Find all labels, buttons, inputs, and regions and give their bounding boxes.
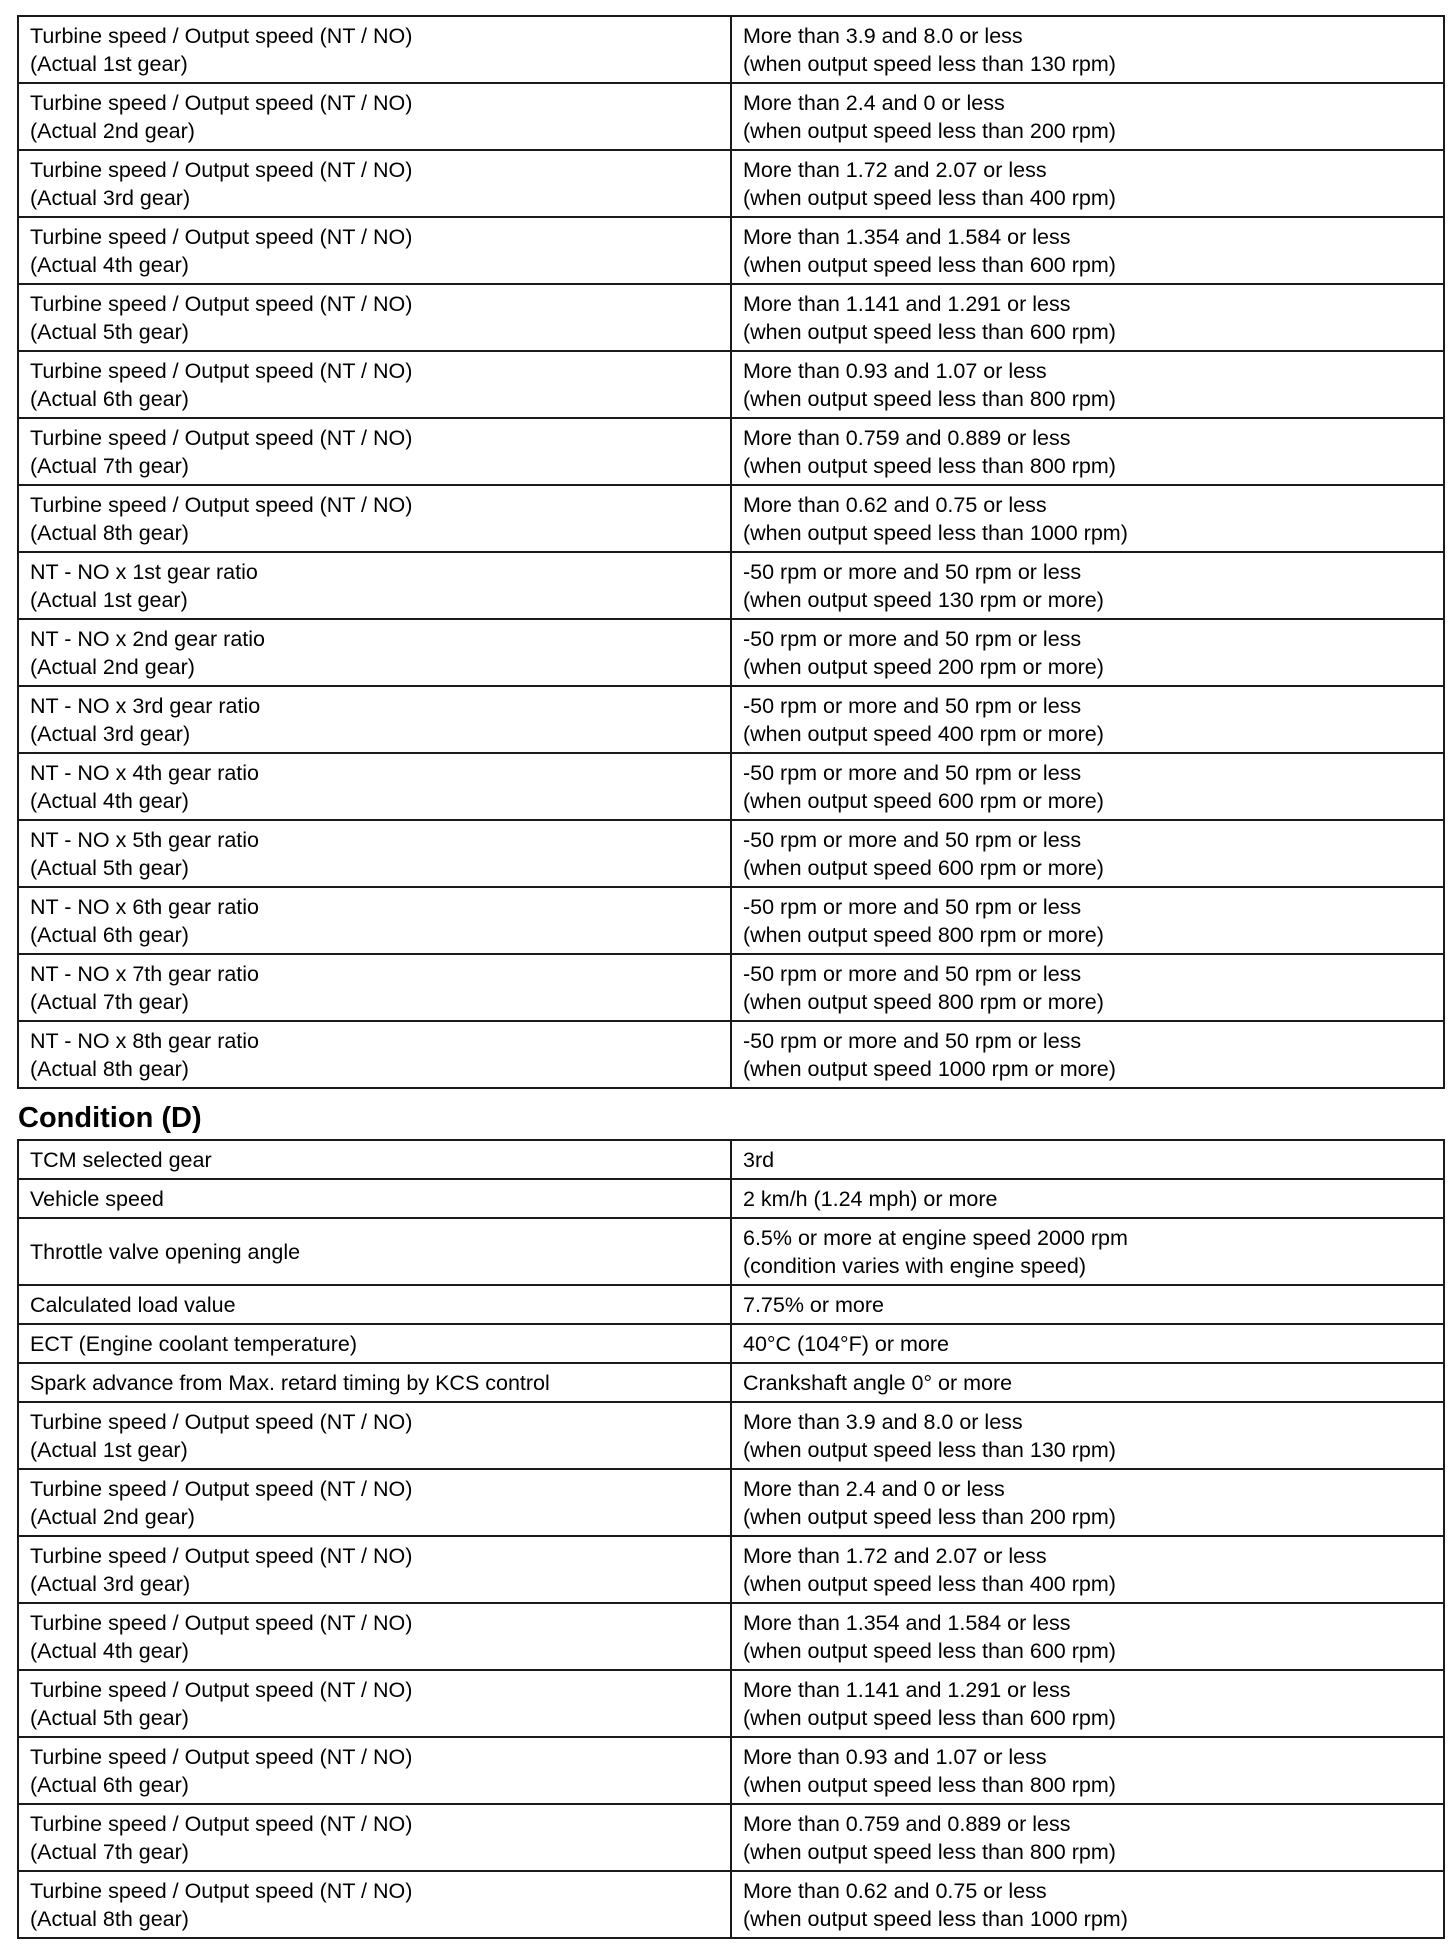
condition-item-cell xyxy=(18,16,731,83)
condition-value-cell xyxy=(731,686,1444,753)
condition-item-cell xyxy=(18,1218,731,1285)
condition-value-text: (when output speed less than 800 rpm) xyxy=(743,386,1116,411)
table-row xyxy=(18,1285,1444,1324)
condition-item-cell xyxy=(18,83,731,150)
condition-value-text: More than 0.759 and 0.889 or less xyxy=(743,425,1071,450)
condition-item-text: Vehicle speed xyxy=(30,1186,164,1211)
condition-value-text: More than 0.62 and 0.75 or less xyxy=(743,1878,1047,1903)
condition-item-text: (Actual 4th gear) xyxy=(30,788,189,813)
condition-item-text: Turbine speed / Output speed (NT / NO) xyxy=(30,1476,413,1501)
condition-item-text: NT - NO x 2nd gear ratio xyxy=(30,626,265,651)
table-row xyxy=(18,887,1444,954)
table-row xyxy=(18,217,1444,284)
condition-value-cell xyxy=(731,1140,1444,1179)
condition-value-text: More than 3.9 and 8.0 or less xyxy=(743,1409,1023,1434)
condition-item-cell xyxy=(18,1804,731,1871)
condition-value-cell xyxy=(731,1804,1444,1871)
condition-value-text: (when output speed less than 1000 rpm) xyxy=(743,520,1128,545)
condition-item-text: NT - NO x 3rd gear ratio xyxy=(30,693,261,718)
condition-value-text: -50 rpm or more and 50 rpm or less xyxy=(743,693,1082,718)
condition-value-text: -50 rpm or more and 50 rpm or less xyxy=(743,961,1082,986)
condition-item-text: Turbine speed / Output speed (NT / NO) xyxy=(30,358,413,383)
condition-item-cell xyxy=(18,820,731,887)
condition-value-text: (when output speed less than 400 rpm) xyxy=(743,1571,1116,1596)
condition-item-text: Turbine speed / Output speed (NT / NO) xyxy=(30,1409,413,1434)
condition-item-text: Turbine speed / Output speed (NT / NO) xyxy=(30,1744,413,1769)
condition-value-text: More than 1.141 and 1.291 or less xyxy=(743,1677,1071,1702)
condition-item-cell xyxy=(18,418,731,485)
condition-item-cell xyxy=(18,1603,731,1670)
table-row xyxy=(18,820,1444,887)
condition-value-text: (when output speed less than 800 rpm) xyxy=(743,453,1116,478)
condition-item-text: (Actual 1st gear) xyxy=(30,1437,188,1462)
table-row xyxy=(18,1871,1444,1938)
condition-item-text: (Actual 3rd gear) xyxy=(30,1571,191,1596)
condition-item-text: ECT (Engine coolant temperature) xyxy=(30,1331,358,1356)
condition-value-cell xyxy=(731,284,1444,351)
condition-value-text: (when output speed less than 1000 rpm) xyxy=(743,1906,1128,1931)
condition-item-text: (Actual 2nd gear) xyxy=(30,118,195,143)
condition-item-cell xyxy=(18,753,731,820)
condition-item-text: (Actual 6th gear) xyxy=(30,1772,189,1797)
condition-value-text: More than 1.72 and 2.07 or less xyxy=(743,1543,1047,1568)
condition-item-cell xyxy=(18,1324,731,1363)
table-row xyxy=(18,954,1444,1021)
condition-item-text: (Actual 2nd gear) xyxy=(30,1504,195,1529)
condition-value-cell xyxy=(731,1469,1444,1536)
condition-value-cell xyxy=(731,351,1444,418)
condition-value-text: Crankshaft angle 0° or more xyxy=(743,1370,1013,1395)
condition-value-text: More than 1.141 and 1.291 or less xyxy=(743,291,1071,316)
condition-value-text: (when output speed 200 rpm or more) xyxy=(743,654,1104,679)
condition-item-text: Turbine speed / Output speed (NT / NO) xyxy=(30,1811,413,1836)
condition-item-cell xyxy=(18,1363,731,1402)
condition-item-text: Turbine speed / Output speed (NT / NO) xyxy=(30,291,413,316)
condition-value-cell xyxy=(731,887,1444,954)
table-row xyxy=(18,1670,1444,1737)
condition-value-text: (when output speed 400 rpm or more) xyxy=(743,721,1104,746)
condition-item-text: NT - NO x 4th gear ratio xyxy=(30,760,260,785)
condition-value-text: More than 1.72 and 2.07 or less xyxy=(743,157,1047,182)
condition-item-text: (Actual 1st gear) xyxy=(30,51,188,76)
table-row xyxy=(18,1021,1444,1088)
condition-value-text: (when output speed 130 rpm or more) xyxy=(743,587,1104,612)
condition-value-text: (when output speed 600 rpm or more) xyxy=(743,788,1104,813)
condition-item-text: Turbine speed / Output speed (NT / NO) xyxy=(30,224,413,249)
table-row xyxy=(18,1603,1444,1670)
condition-value-text: -50 rpm or more and 50 rpm or less xyxy=(743,559,1082,584)
table-row xyxy=(18,1536,1444,1603)
condition-value-cell xyxy=(731,16,1444,83)
condition-item-cell xyxy=(18,1871,731,1938)
condition-d-table-body xyxy=(18,1140,1444,1938)
condition-item-cell xyxy=(18,284,731,351)
condition-item-text: (Actual 2nd gear) xyxy=(30,654,195,679)
condition-item-text: Turbine speed / Output speed (NT / NO) xyxy=(30,1677,413,1702)
condition-item-text: Turbine speed / Output speed (NT / NO) xyxy=(30,90,413,115)
condition-item-text: NT - NO x 8th gear ratio xyxy=(30,1028,260,1053)
condition-value-cell xyxy=(731,1871,1444,1938)
table-row xyxy=(18,1140,1444,1179)
table-row xyxy=(18,284,1444,351)
condition-item-text: (Actual 6th gear) xyxy=(30,386,189,411)
condition-item-cell xyxy=(18,1402,731,1469)
condition-item-text: Turbine speed / Output speed (NT / NO) xyxy=(30,1878,413,1903)
condition-item-text: (Actual 7th gear) xyxy=(30,453,189,478)
condition-item-cell xyxy=(18,552,731,619)
condition-item-cell xyxy=(18,485,731,552)
condition-value-text: More than 3.9 and 8.0 or less xyxy=(743,23,1023,48)
condition-item-text: (Actual 8th gear) xyxy=(30,1056,189,1081)
condition-item-cell xyxy=(18,1737,731,1804)
condition-value-cell xyxy=(731,150,1444,217)
table-row xyxy=(18,1804,1444,1871)
condition-item-text: NT - NO x 5th gear ratio xyxy=(30,827,260,852)
condition-item-cell xyxy=(18,686,731,753)
condition-item-text: (Actual 6th gear) xyxy=(30,922,189,947)
condition-item-cell xyxy=(18,954,731,1021)
condition-value-text: 6.5% or more at engine speed 2000 rpm xyxy=(743,1225,1128,1250)
condition-value-text: More than 1.354 and 1.584 or less xyxy=(743,224,1071,249)
condition-value-text: (when output speed 600 rpm or more) xyxy=(743,855,1104,880)
condition-value-text: 2 km/h (1.24 mph) or more xyxy=(743,1186,998,1211)
condition-value-text: (when output speed less than 130 rpm) xyxy=(743,1437,1116,1462)
condition-value-text: (when output speed 800 rpm or more) xyxy=(743,989,1104,1014)
condition-item-text: (Actual 3rd gear) xyxy=(30,185,191,210)
condition-table-body xyxy=(18,16,1444,1088)
condition-table-continued xyxy=(17,15,1445,1089)
condition-item-text: (Actual 5th gear) xyxy=(30,855,189,880)
condition-item-text: (Actual 1st gear) xyxy=(30,587,188,612)
condition-value-text: More than 0.62 and 0.75 or less xyxy=(743,492,1047,517)
condition-item-text: (Actual 3rd gear) xyxy=(30,721,191,746)
condition-item-cell xyxy=(18,1021,731,1088)
condition-value-cell xyxy=(731,1285,1444,1324)
condition-value-cell xyxy=(731,485,1444,552)
table-row xyxy=(18,1324,1444,1363)
condition-value-text: (condition varies with engine speed) xyxy=(743,1253,1087,1278)
condition-value-cell xyxy=(731,954,1444,1021)
condition-value-text: 7.75% or more xyxy=(743,1292,885,1317)
condition-value-text: (when output speed 800 rpm or more) xyxy=(743,922,1104,947)
condition-item-text: Turbine speed / Output speed (NT / NO) xyxy=(30,23,413,48)
table-row xyxy=(18,1469,1444,1536)
condition-value-text: 40°C (104°F) or more xyxy=(743,1331,949,1356)
condition-value-cell xyxy=(731,1218,1444,1285)
condition-item-text: Calculated load value xyxy=(30,1292,236,1317)
condition-value-text: (when output speed less than 130 rpm) xyxy=(743,51,1116,76)
table-row xyxy=(18,485,1444,552)
condition-value-cell xyxy=(731,753,1444,820)
condition-value-cell xyxy=(731,1737,1444,1804)
condition-item-text: (Actual 8th gear) xyxy=(30,1906,189,1931)
condition-item-text: (Actual 8th gear) xyxy=(30,520,189,545)
table-row xyxy=(18,1218,1444,1285)
condition-item-cell xyxy=(18,1469,731,1536)
condition-item-text: (Actual 7th gear) xyxy=(30,1839,189,1864)
condition-value-text: -50 rpm or more and 50 rpm or less xyxy=(743,760,1082,785)
condition-value-cell xyxy=(731,1363,1444,1402)
table-row xyxy=(18,1737,1444,1804)
condition-item-cell xyxy=(18,150,731,217)
condition-value-cell xyxy=(731,619,1444,686)
table-row xyxy=(18,1179,1444,1218)
condition-value-cell xyxy=(731,552,1444,619)
condition-value-text: (when output speed less than 600 rpm) xyxy=(743,1705,1116,1730)
condition-item-text: Turbine speed / Output speed (NT / NO) xyxy=(30,1543,413,1568)
condition-item-text: Spark advance from Max. retard timing by KCS control xyxy=(30,1370,550,1395)
condition-item-text: Throttle valve opening angle xyxy=(30,1239,301,1264)
condition-item-text: Turbine speed / Output speed (NT / NO) xyxy=(30,1610,413,1635)
condition-value-cell xyxy=(731,83,1444,150)
table-row xyxy=(18,351,1444,418)
condition-item-text: (Actual 5th gear) xyxy=(30,319,189,344)
condition-item-cell xyxy=(18,1179,731,1218)
condition-item-text: (Actual 4th gear) xyxy=(30,1638,189,1663)
condition-item-cell xyxy=(18,1670,731,1737)
condition-value-text: More than 2.4 and 0 or less xyxy=(743,90,1005,115)
condition-value-text: (when output speed less than 800 rpm) xyxy=(743,1839,1116,1864)
table-row xyxy=(18,418,1444,485)
table-row xyxy=(18,1402,1444,1469)
condition-item-text: NT - NO x 1st gear ratio xyxy=(30,559,258,584)
condition-item-text: NT - NO x 7th gear ratio xyxy=(30,961,260,986)
condition-value-cell xyxy=(731,418,1444,485)
condition-value-cell xyxy=(731,1021,1444,1088)
condition-value-cell xyxy=(731,820,1444,887)
condition-item-cell xyxy=(18,217,731,284)
condition-value-text: More than 2.4 and 0 or less xyxy=(743,1476,1005,1501)
condition-value-text: -50 rpm or more and 50 rpm or less xyxy=(743,894,1082,919)
condition-item-cell xyxy=(18,1140,731,1179)
condition-value-cell xyxy=(731,1179,1444,1218)
condition-item-cell xyxy=(18,351,731,418)
table-row xyxy=(18,150,1444,217)
condition-value-text: (when output speed 1000 rpm or more) xyxy=(743,1056,1116,1081)
table-row xyxy=(18,753,1444,820)
table-row xyxy=(18,552,1444,619)
condition-value-text: More than 0.759 and 0.889 or less xyxy=(743,1811,1071,1836)
condition-value-text: More than 1.354 and 1.584 or less xyxy=(743,1610,1071,1635)
condition-value-text: -50 rpm or more and 50 rpm or less xyxy=(743,626,1082,651)
condition-item-cell xyxy=(18,887,731,954)
condition-value-text: (when output speed less than 600 rpm) xyxy=(743,1638,1116,1663)
condition-value-text: More than 0.93 and 1.07 or less xyxy=(743,1744,1047,1769)
condition-value-text: More than 0.93 and 1.07 or less xyxy=(743,358,1047,383)
condition-item-text: (Actual 7th gear) xyxy=(30,989,189,1014)
condition-value-text: (when output speed less than 800 rpm) xyxy=(743,1772,1116,1797)
condition-item-text: Turbine speed / Output speed (NT / NO) xyxy=(30,425,413,450)
condition-value-cell xyxy=(731,1536,1444,1603)
condition-item-cell xyxy=(18,1285,731,1324)
condition-value-text: -50 rpm or more and 50 rpm or less xyxy=(743,1028,1082,1053)
condition-value-text: (when output speed less than 200 rpm) xyxy=(743,1504,1116,1529)
condition-item-cell xyxy=(18,1536,731,1603)
condition-item-text: Turbine speed / Output speed (NT / NO) xyxy=(30,157,413,182)
condition-value-text: (when output speed less than 600 rpm) xyxy=(743,319,1116,344)
condition-item-text: NT - NO x 6th gear ratio xyxy=(30,894,260,919)
table-row xyxy=(18,1363,1444,1402)
condition-value-cell xyxy=(731,1402,1444,1469)
condition-value-text: (when output speed less than 600 rpm) xyxy=(743,252,1116,277)
condition-item-text: (Actual 4th gear) xyxy=(30,252,189,277)
condition-value-cell xyxy=(731,217,1444,284)
condition-value-cell xyxy=(731,1324,1444,1363)
condition-item-cell xyxy=(18,619,731,686)
table-row xyxy=(18,686,1444,753)
condition-item-text: Turbine speed / Output speed (NT / NO) xyxy=(30,492,413,517)
condition-value-text: -50 rpm or more and 50 rpm or less xyxy=(743,827,1082,852)
condition-value-cell xyxy=(731,1603,1444,1670)
condition-value-text: (when output speed less than 200 rpm) xyxy=(743,118,1116,143)
condition-value-text: (when output speed less than 400 rpm) xyxy=(743,185,1116,210)
condition-d-heading: Condition (D) xyxy=(18,1102,202,1134)
table-row xyxy=(18,16,1444,83)
condition-value-cell xyxy=(731,1670,1444,1737)
condition-d-table xyxy=(17,1139,1445,1939)
table-row xyxy=(18,83,1444,150)
condition-item-text: TCM selected gear xyxy=(30,1147,212,1172)
condition-value-text: 3rd xyxy=(743,1147,775,1172)
table-row xyxy=(18,619,1444,686)
condition-item-text: (Actual 5th gear) xyxy=(30,1705,189,1730)
